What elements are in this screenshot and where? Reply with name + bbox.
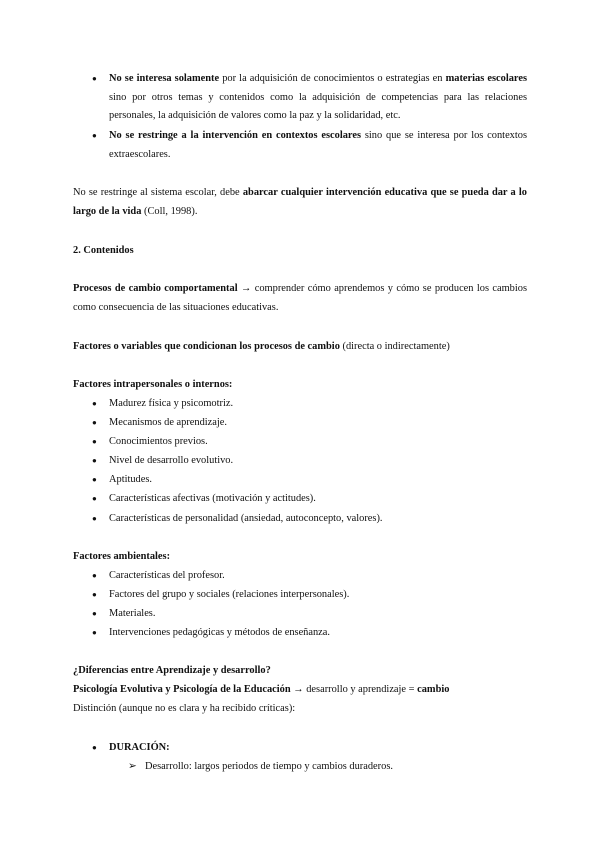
scope-paragraph: No se restringe al sistema escolar, debe abarcar cualquier intervención educativa que se pueda dar a lo largo de la vida (Coll, 1998). <box>73 187 527 217</box>
process-paragraph: Procesos de cambio comportamental → comprender cómo aprendemos y cómo se producen los cambios como consecuencia de las situaciones educativas. <box>73 283 527 313</box>
differences-note: Distinción (aunque no es clara y ha recibido críticas): <box>73 703 296 714</box>
arrow-bullet-icon: ➢ <box>128 761 137 772</box>
bullet-icon: ● <box>92 571 97 580</box>
bullet-icon: ● <box>92 437 97 446</box>
differences-question: ¿Diferencias entre Aprendizaje y desarrollo? <box>73 665 271 676</box>
bullet-icon: ● <box>92 494 97 503</box>
section-title: 2. Contenidos <box>73 245 134 256</box>
environmental-title: Factores ambientales: <box>73 551 171 562</box>
bullet-icon: ● <box>92 74 97 83</box>
differences-line: Psicología Evolutiva y Psicología de la Educación → desarrollo y aprendizaje = cambio <box>73 684 450 695</box>
intro-bullet-text: No se restringe a la intervención en contextos escolares sino que se interesa por los contextos extraescolares. <box>109 130 527 160</box>
bullet-icon: ● <box>92 131 97 140</box>
bullet-icon: ● <box>92 399 97 408</box>
intrapersonal-title: Factores intrapersonales o internos: <box>73 379 233 390</box>
bullet-icon: ● <box>92 590 97 599</box>
arrow-icon: → <box>237 283 255 294</box>
bullet-icon: ● <box>92 609 97 618</box>
bullet-icon: ● <box>92 514 97 523</box>
bullet-icon: ● <box>92 628 97 637</box>
bullet-icon: ● <box>92 418 97 427</box>
intro-bullet-text: No se interesa solamente por la adquisición de conocimientos o estrategias en materias escolares sino por otros temas y contenidos como la adquisición de competencias para las relaciones personales, la adquisición de valores como la paz y la solidaridad, etc. <box>109 73 527 121</box>
bullet-icon: ● <box>92 475 97 484</box>
factors-line: Factores o variables que condicionan los procesos de cambio (directa o indirectamente) <box>73 341 450 352</box>
document-page: ● No se interesa solamente por la adquisición de conocimientos o estrategias en materias escolares sino por otros temas y contenidos como la adquisición de competencias para las relaciones personales, la adquisición de valores como la paz y la solidaridad, etc. ● No se restringe a la intervención en contextos escolares sino que se interesa por los contextos extraescolares. No se restringe al sistema escolar, debe abarcar cualquier intervención educativa que se pueda dar a lo largo de la vida (Coll, 1998). 2. Contenidos Procesos de cambio comportamental → comprender cómo aprendemos y cómo se producen los cambios como consecuencia de las situaciones educativas. Factores o variables que condicionan los procesos de cambio (directa o indirectamente) Factores intrapersonales o internos: ● Madurez física y psicomotriz. ● Mecanismos de aprendizaje. ● Conocimientos previos. ● Nivel de desarrollo evolutivo. ● Aptitudes. ● Características afectivas (motivación y actitudes). ● Características de personalidad (ansiedad, autoconcepto, valores). Factores ambientales: ● Características del profesor. ● Factores del grupo y sociales (relaciones interpersonales). ● Materiales. ● Intervenciones pedagógicas y métodos de enseñanza. ¿Diferencias entre Aprendizaje y desarrollo? Psicología Evolutiva y Psicología de la Educación → desarrollo y aprendizaje = cambio Distinción (aunque no es clara y ha recibido críticas): ● DURACIÓN: ➢ Desarrollo: largos periodos de tiempo y cambios duraderos. <box>0 0 600 848</box>
bullet-icon: ● <box>92 456 97 465</box>
bullet-icon: ● <box>92 743 97 752</box>
